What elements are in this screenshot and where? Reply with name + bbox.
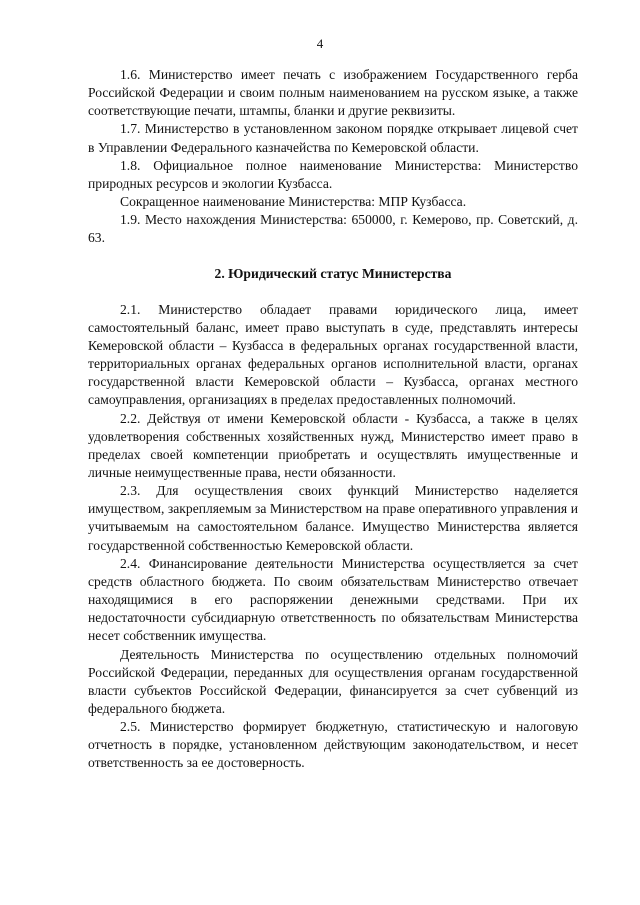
paragraph-activity: Деятельность Министерства по осуществлению отдельных полномочий Российской Федерации, переданных для осуществления органам государственной власти субъектов Российской Федерации, финансируется за счет субвенций из федерального бюджета. (88, 646, 578, 716)
paragraph-2-2: 2.2. Действуя от имени Кемеровской области - Кузбасса, а также в целях удовлетворения собственных хозяйственных нужд, Министерство имеет право в пределах своей компетенции приобретать и осуществлять имущественные и личные неимущественные права, нести обязанности. (88, 410, 578, 480)
paragraph-2-1: 2.1. Министерство обладает правами юридического лица, имеет самостоятельный баланс, имеет право выступать в суде, представлять интересы Кемеровской области – Кузбасса в федеральных органах государственной власти, территориальных органах федеральных органов исполнительной власти, органах государственной власти Кемеровской области – Кузбасса, органах местного самоуправления, организациях в пределах предоставленных полномочий. (88, 301, 578, 408)
paragraph-2-5: 2.5. Министерство формирует бюджетную, статистическую и налоговую отчетность в порядке, установленном действующим законодательством, и несет ответственность за ее достоверность. (88, 719, 578, 771)
paragraph-1-7: 1.7. Министерство в установленном законом порядке открывает лицевой счет в Управлении Федерального казначейства по Кемеровской области. (88, 121, 578, 155)
document-body (88, 66, 578, 773)
paragraph-1-6: 1.6. Министерство имеет печать с изображением Государственного герба Российской Федерации и своим полным наименованием на русском языке, а также соответствующие печати, штампы, бланки и другие реквизиты. (88, 67, 578, 119)
section-heading: 2. Юридический статус Министерства (214, 265, 452, 281)
paragraph-2-4: 2.4. Финансирование деятельности Министерства осуществляется за счет средств областного бюджета. По своим обязательствам Министерство отвечает находящимися в его распоряжении денежными средствами. При их недостаточности субсидиарную ответственность по обязательствам Министерства несет собственник имущества. (88, 555, 578, 644)
page-number: 4 (316, 36, 324, 51)
paragraph-short-name: Сокращенное наименование Министерства: МПР Кузбасса. (120, 194, 467, 210)
paragraph-2-3: 2.3. Для осуществления своих функций Министерство наделяется имуществом, закрепляемым за Министерством на праве оперативного управления и учитываемым на самостоятельном балансе. Имущество Министерства является государственной собственностью Кемеровской области. (88, 483, 578, 553)
paragraph-1-9: 1.9. Место нахождения Министерства: 650000, г. Кемерово, пр. Советский, д. 63. (88, 212, 578, 246)
paragraph-1-8: 1.8. Официальное полное наименование Министерства: Министерство природных ресурсов и экологии Кузбасса. (88, 157, 578, 191)
